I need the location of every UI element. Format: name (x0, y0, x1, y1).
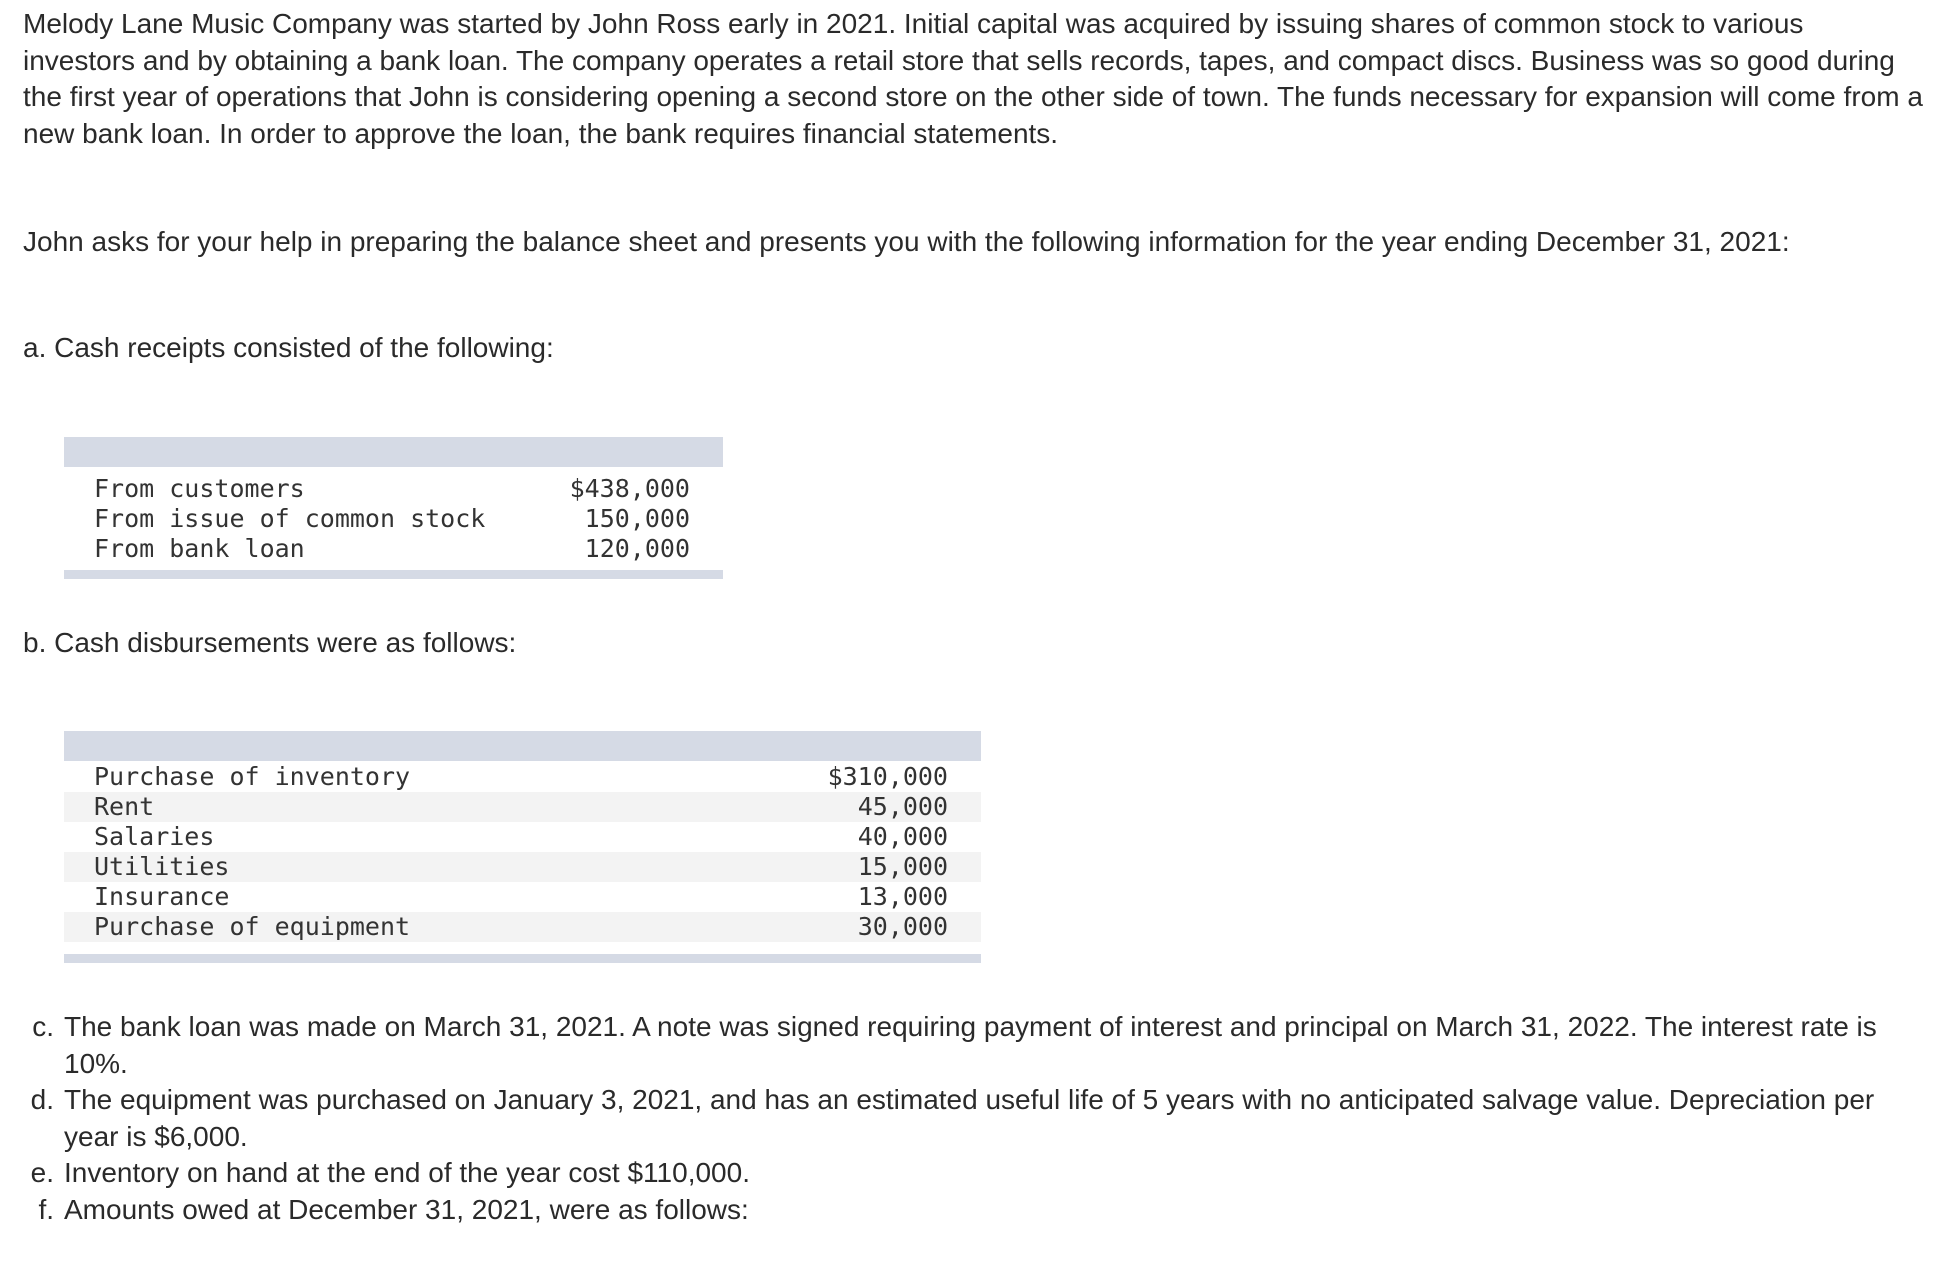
table-row (64, 504, 723, 534)
row-amount: $310,000 (827, 762, 948, 791)
row-amount: 13,000 (857, 882, 948, 911)
request-paragraph: John asks for your help in preparing the balance sheet and presents you with the following information for the year ending December 31, 2021: (23, 226, 1790, 257)
table-header-bar (64, 437, 723, 467)
row-label: From customers (94, 474, 305, 503)
row-label: Insurance (94, 882, 230, 911)
row-label: Utilities (94, 852, 230, 881)
row-amount: 40,000 (857, 822, 948, 851)
list-item-text: Amounts owed at December 31, 2021, were as follows: (64, 1193, 749, 1225)
list-item-text: The bank loan was made on March 31, 2021. A note was signed requiring payment of interest and principal on March 31, 2022. The interest rate is 10%. (64, 1011, 1877, 1079)
list-item (18, 1009, 1918, 1082)
list-marker: c. (32, 1011, 54, 1042)
table-row (64, 882, 981, 912)
section-a-label: a. Cash receipts consisted of the following: (23, 332, 554, 363)
table-row (64, 912, 981, 942)
row-amount: 45,000 (857, 792, 948, 821)
row-amount: 120,000 (584, 534, 690, 563)
table-row (64, 474, 723, 504)
row-amount: $438,000 (569, 474, 690, 503)
table-footer-bar (64, 954, 981, 963)
row-label: Purchase of inventory (94, 762, 411, 791)
details-list (18, 1009, 1918, 1228)
table-footer-bar (64, 570, 723, 579)
row-amount: 15,000 (857, 852, 948, 881)
list-marker: d. (30, 1084, 54, 1115)
table-row (64, 852, 981, 882)
row-amount: 150,000 (584, 504, 690, 533)
cash-receipts-table (64, 437, 723, 585)
row-label: Salaries (94, 822, 215, 851)
row-label: From issue of common stock (94, 504, 486, 533)
row-label: From bank loan (94, 534, 305, 563)
table-header-bar (64, 731, 981, 761)
cash-disbursements-table (64, 731, 981, 967)
list-item-text: Inventory on hand at the end of the year cost $110,000. (64, 1157, 750, 1188)
list-marker: f. (38, 1193, 54, 1225)
section-b-label: b. Cash disbursements were as follows: (23, 627, 517, 658)
row-label: Purchase of equipment (94, 912, 411, 941)
list-marker: e. (30, 1157, 54, 1188)
row-amount: 30,000 (857, 912, 948, 941)
intro-paragraph: Melody Lane Music Company was started by John Ross early in 2021. Initial capital was acquired by issuing shares of common stock to various investors and by obtaining a bank loan. The company operates a retail store that sells records, tapes, and compact discs. Business was so good during the first year of operations that John is considering opening a second store on the other side of town. The funds necessary for expansion will come from a new bank loan. In order to approve the loan, the bank requires financial statements. (23, 8, 1923, 149)
list-item (18, 1082, 1918, 1155)
row-label: Rent (94, 792, 155, 821)
table-row (64, 534, 723, 564)
list-item-text: The equipment was purchased on January 3, 2021, and has an estimated useful life of 5 years with no anticipated salvage value. Depreciation per year is $6,000. (64, 1084, 1875, 1152)
list-item (18, 1192, 1918, 1229)
table-row (64, 762, 981, 792)
list-item (18, 1155, 1918, 1192)
table-row (64, 792, 981, 822)
table-row (64, 822, 981, 852)
